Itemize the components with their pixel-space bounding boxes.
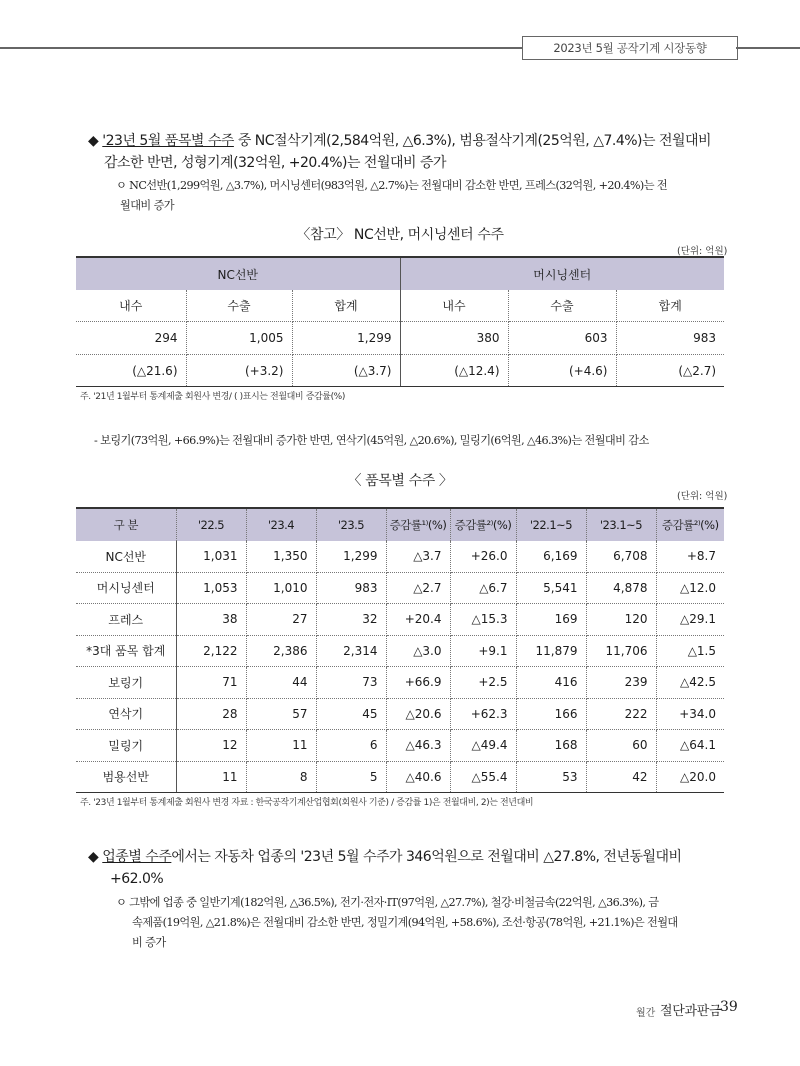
column-header: 내수 bbox=[400, 290, 508, 322]
header-rule-left bbox=[0, 47, 522, 49]
table-cell: +20.4 bbox=[386, 604, 450, 636]
table-cell: △15.3 bbox=[450, 604, 516, 636]
paragraph-item-orders bbox=[88, 130, 711, 152]
group-header-nc-lathe: NC선반 bbox=[76, 257, 400, 290]
group-header-machining-center: 머시닝센터 bbox=[400, 257, 724, 290]
underlined-heading: '23년 5월 품목별 수주 bbox=[102, 133, 234, 149]
column-header: 구 분 bbox=[76, 508, 176, 541]
table-cell: 45 bbox=[316, 698, 386, 730]
table-cell: 73 bbox=[316, 667, 386, 699]
table-cell: +2.5 bbox=[450, 667, 516, 699]
table-cell: +34.0 bbox=[656, 698, 724, 730]
sub-item-line-1: ㅇ NC선반(1,299억원, △3.7%), 머시닝센터(983억원, △2.7%)는 전월대비 감소한 반면, 프레스(32억원, +20.4%)는 전 bbox=[116, 179, 668, 192]
table-cell: 4,878 bbox=[586, 572, 656, 604]
table-cell: (△2.7) bbox=[616, 355, 724, 387]
row-label: NC선반 bbox=[76, 541, 176, 572]
table-cell: (+3.2) bbox=[186, 355, 292, 387]
table-row bbox=[76, 604, 724, 636]
column-header: 증감률¹⁾(%) bbox=[386, 508, 450, 541]
sub-item-line-2: 속제품(19억원, △21.8%)은 전월대비 감소한 반면, 정밀기계(94억원, +58.6%), 조선·항공(78억원, +21.1%)은 전월대 bbox=[132, 916, 678, 929]
table-cell: 166 bbox=[516, 698, 586, 730]
table-cell: △20.0 bbox=[656, 761, 724, 793]
table-cell: 1,053 bbox=[176, 572, 246, 604]
table-cell: 983 bbox=[616, 322, 724, 355]
table-cell: △64.1 bbox=[656, 730, 724, 762]
table-cell: 983 bbox=[316, 572, 386, 604]
row-label: 프레스 bbox=[76, 604, 176, 636]
table-header-row bbox=[76, 508, 724, 541]
sub-item-line-2: 월대비 증가 bbox=[120, 199, 174, 212]
table-cell: +9.1 bbox=[450, 635, 516, 667]
table-cell: +26.0 bbox=[450, 541, 516, 572]
table-cell: △40.6 bbox=[386, 761, 450, 793]
table-cell: △55.4 bbox=[450, 761, 516, 793]
sub-item-dash: - 보링기(73억원, +66.9%)는 전월대비 증가한 반면, 연삭기(45억원, △20.6%), 밀링기(6억원, △46.3%)는 전월대비 감소 bbox=[94, 434, 649, 447]
footer-magazine-title: 절단과판금 bbox=[660, 1004, 722, 1019]
table-cell: +62.3 bbox=[450, 698, 516, 730]
column-header: '22.1~5 bbox=[516, 508, 586, 541]
table-cell: △12.0 bbox=[656, 572, 724, 604]
table-cell: 6,708 bbox=[586, 541, 656, 572]
unit-label: (단위: 억원) bbox=[677, 246, 728, 257]
sub-item-line-3: 비 증가 bbox=[132, 936, 166, 949]
paragraph-text: 중 NC절삭기계(2,584억원, △6.3%), 범용절삭기계(25억원, △7.4%)는 전월대비 bbox=[233, 133, 712, 149]
table-cell: 2,122 bbox=[176, 635, 246, 667]
column-header: 내수 bbox=[76, 290, 186, 322]
table-cell: (△21.6) bbox=[76, 355, 186, 387]
table-cell: (+4.6) bbox=[508, 355, 616, 387]
table-cell: △3.0 bbox=[386, 635, 450, 667]
table-cell: 5,541 bbox=[516, 572, 586, 604]
table-row bbox=[76, 667, 724, 699]
table-cell: 60 bbox=[586, 730, 656, 762]
table-cell: 11 bbox=[246, 730, 316, 762]
row-label: 보링기 bbox=[76, 667, 176, 699]
row-label: 머시닝센터 bbox=[76, 572, 176, 604]
column-header: '23.5 bbox=[316, 508, 386, 541]
orders-by-item-table bbox=[76, 507, 724, 793]
table-note: 주. '21년 1월부터 통계제출 회원사 변경/ ( )표시는 전월대비 증감률(%) bbox=[80, 392, 345, 402]
row-label: 연삭기 bbox=[76, 698, 176, 730]
footer-label: 월간 bbox=[636, 1008, 656, 1019]
column-header: '23.4 bbox=[246, 508, 316, 541]
underlined-heading: 업종별 수주 bbox=[102, 849, 172, 865]
table-cell: (△3.7) bbox=[292, 355, 400, 387]
table-cell: 1,299 bbox=[316, 541, 386, 572]
table-cell: 380 bbox=[400, 322, 508, 355]
sub-item-line-1: ㅇ 그밖에 업종 중 일반기계(182억원, △36.5%), 전기·전자·IT(97억원, △27.7%), 철강·비철금속(22억원, △36.3%), 금 bbox=[116, 896, 659, 909]
table-cell: 1,031 bbox=[176, 541, 246, 572]
table-note: 주. '23년 1월부터 통계제출 회원사 변경 자료 : 한국공작기계산업협회(회원사 기준) / 증감률 1)은 전월대비, 2)는 전년대비 bbox=[80, 798, 534, 808]
table-cell: △46.3 bbox=[386, 730, 450, 762]
table-cell: 1,005 bbox=[186, 322, 292, 355]
table-cell: 5 bbox=[316, 761, 386, 793]
table-cell: 2,314 bbox=[316, 635, 386, 667]
column-header: 수출 bbox=[186, 290, 292, 322]
table-row bbox=[76, 572, 724, 604]
table-cell: 239 bbox=[586, 667, 656, 699]
table-cell: 1,299 bbox=[292, 322, 400, 355]
table-cell: 11 bbox=[176, 761, 246, 793]
diamond-bullet-icon: ◆ bbox=[88, 849, 99, 865]
header-title: 2023년 5월 공작기계 시장동향 bbox=[522, 36, 738, 60]
table-cell: 32 bbox=[316, 604, 386, 636]
paragraph-text: 에서는 자동차 업종의 '23년 5월 수주가 346억원으로 전월대비 △27.8%, 전년동월대비 bbox=[171, 849, 682, 865]
table-row bbox=[76, 730, 724, 762]
table-cell: 71 bbox=[176, 667, 246, 699]
table-cell: 27 bbox=[246, 604, 316, 636]
row-label: 밀링기 bbox=[76, 730, 176, 762]
table-cell: 416 bbox=[516, 667, 586, 699]
table-cell: 12 bbox=[176, 730, 246, 762]
paragraph-line-2: +62.0% bbox=[110, 871, 164, 887]
paragraph-line-2: 감소한 반면, 성형기계(32억원, +20.4%)는 전월대비 증가 bbox=[104, 155, 447, 171]
table-cell: 2,386 bbox=[246, 635, 316, 667]
table-cell: △1.5 bbox=[656, 635, 724, 667]
diamond-bullet-icon: ◆ bbox=[88, 133, 99, 149]
table-cell: △29.1 bbox=[656, 604, 724, 636]
table-cell: 222 bbox=[586, 698, 656, 730]
unit-label: (단위: 억원) bbox=[677, 491, 728, 502]
page-number: 39 bbox=[720, 999, 738, 1015]
table-cell: △6.7 bbox=[450, 572, 516, 604]
table-cell: (△12.4) bbox=[400, 355, 508, 387]
table-row bbox=[76, 635, 724, 667]
table-row bbox=[76, 761, 724, 793]
table-cell: △49.4 bbox=[450, 730, 516, 762]
table-cell: +8.7 bbox=[656, 541, 724, 572]
table-cell: 42 bbox=[586, 761, 656, 793]
column-header: 증감률²⁾(%) bbox=[450, 508, 516, 541]
column-header: 합계 bbox=[616, 290, 724, 322]
table-cell: +66.9 bbox=[386, 667, 450, 699]
table-cell: 6 bbox=[316, 730, 386, 762]
table-row bbox=[76, 698, 724, 730]
table-cell: 603 bbox=[508, 322, 616, 355]
table-row bbox=[76, 541, 724, 572]
column-header: '22.5 bbox=[176, 508, 246, 541]
table-cell: 168 bbox=[516, 730, 586, 762]
table-cell: △2.7 bbox=[386, 572, 450, 604]
table-cell: 294 bbox=[76, 322, 186, 355]
table-cell: 38 bbox=[176, 604, 246, 636]
table-cell: 1,350 bbox=[246, 541, 316, 572]
table-caption: 〈 품목별 수주 〉 bbox=[347, 473, 453, 489]
table-cell: 11,879 bbox=[516, 635, 586, 667]
table-cell: 11,706 bbox=[586, 635, 656, 667]
column-header: 합계 bbox=[292, 290, 400, 322]
table-cell: △3.7 bbox=[386, 541, 450, 572]
table-cell: 1,010 bbox=[246, 572, 316, 604]
row-label: 범용선반 bbox=[76, 761, 176, 793]
table-caption: 〈참고〉 NC선반, 머시닝센터 수주 bbox=[296, 227, 504, 243]
table-cell: 53 bbox=[516, 761, 586, 793]
table-cell: 28 bbox=[176, 698, 246, 730]
table-cell: 44 bbox=[246, 667, 316, 699]
reference-table bbox=[76, 256, 724, 387]
table-cell: 169 bbox=[516, 604, 586, 636]
column-header: '23.1~5 bbox=[586, 508, 656, 541]
table-cell: 6,169 bbox=[516, 541, 586, 572]
table-cell: △20.6 bbox=[386, 698, 450, 730]
table-cell: 8 bbox=[246, 761, 316, 793]
header-rule-right bbox=[736, 47, 800, 49]
row-label: *3대 품목 합계 bbox=[76, 635, 176, 667]
table-cell: △42.5 bbox=[656, 667, 724, 699]
paragraph-item-industry bbox=[88, 846, 682, 868]
column-header: 증감률²⁾(%) bbox=[656, 508, 724, 541]
table-cell: 120 bbox=[586, 604, 656, 636]
table-cell: 57 bbox=[246, 698, 316, 730]
column-header: 수출 bbox=[508, 290, 616, 322]
